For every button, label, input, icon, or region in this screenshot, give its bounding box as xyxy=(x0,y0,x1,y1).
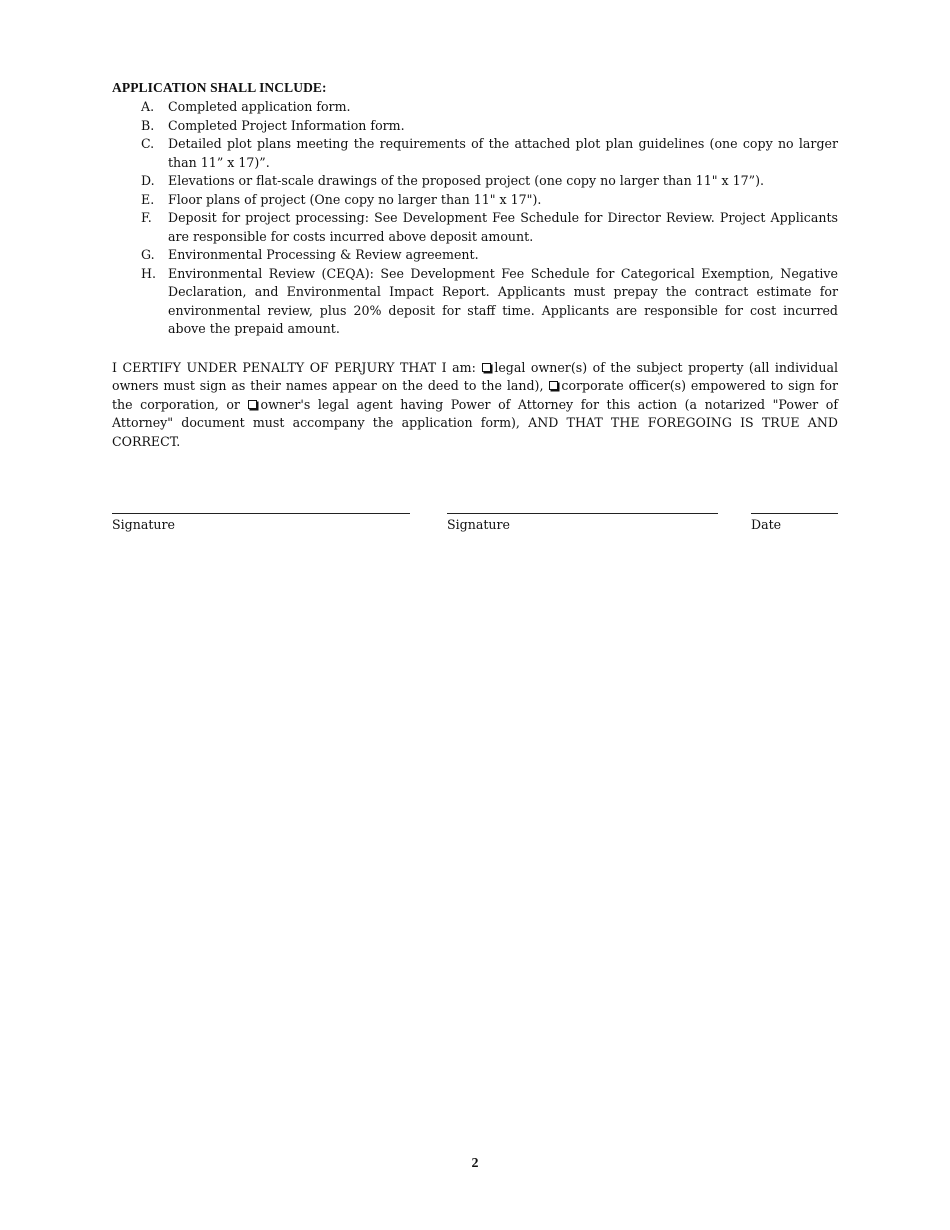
corporate-officer-checkbox[interactable] xyxy=(549,381,558,390)
list-item-text: Environmental Review (CEQA): See Development Fee Schedule for Categorical Exemption, Negative Declaration, and Environmental Impact Report. Applicants must prepay the contract estimate for environmental review, plus 20% deposit for staff time. Applicants are responsible for cost incurred above the prepaid amount. xyxy=(168,265,838,336)
legal-agent-option-text: owner's legal agent having Power of Attorney for this action (a notarized "Power of Attorney" document must accompany the application form), AND THAT THE FOREGOING IS TRUE AND CORRECT. xyxy=(112,396,838,449)
document-body xyxy=(112,79,838,464)
signature-line-2[interactable] xyxy=(447,497,718,514)
list-item-text: Deposit for project processing: See Development Fee Schedule for Director Review. Project Applicants are responsible for costs incurred above deposit amount. xyxy=(168,210,838,244)
date-label: Date xyxy=(751,517,782,532)
list-item-letter: B. xyxy=(141,117,155,133)
list-item-text: Elevations or flat-scale drawings of the proposed project (one copy no larger than 11" x 17”). xyxy=(168,173,764,188)
list-item-text: Floor plans of project (One copy no larger than 11" x 17"). xyxy=(168,191,542,207)
signature-label-1: Signature xyxy=(112,517,175,532)
signature-label-2: Signature xyxy=(447,517,510,532)
requirements-list xyxy=(112,98,838,339)
list-item-letter: F. xyxy=(141,210,152,225)
list-item-letter: C. xyxy=(141,136,155,151)
list-item-letter: A. xyxy=(141,99,155,114)
list-item-letter: H. xyxy=(141,265,156,281)
list-item xyxy=(112,117,838,136)
legal-owner-checkbox[interactable] xyxy=(482,363,491,372)
list-item-letter: G. xyxy=(141,247,155,262)
certification-statement xyxy=(112,359,838,452)
section-heading: APPLICATION SHALL INCLUDE: xyxy=(112,80,327,95)
certification-intro: I CERTIFY UNDER PENALTY OF PERJURY THAT I am: xyxy=(112,359,482,375)
list-item-letter: E. xyxy=(141,191,155,207)
list-item-text: Environmental Processing & Review agreement. xyxy=(168,247,479,262)
list-item xyxy=(112,246,838,265)
signature-section xyxy=(112,497,838,537)
list-item-text: Detailed plot plans meeting the requirements of the attached plot plan guidelines (one copy no larger than 11” x 17)”. xyxy=(168,136,838,170)
signature-line-1[interactable] xyxy=(112,497,410,514)
legal-agent-checkbox[interactable] xyxy=(248,400,257,409)
page-number: 2 xyxy=(471,1156,479,1171)
list-item-letter: D. xyxy=(141,173,155,188)
legal-owner-option-text: legal owner(s) of the subject property (all individual owners must sign as their names appear on the deed to the land), xyxy=(112,359,838,393)
date-line[interactable] xyxy=(751,497,838,514)
list-item xyxy=(112,265,838,339)
list-item-text: Completed Project Information form. xyxy=(168,117,405,133)
signature-field-1 xyxy=(112,497,410,533)
list-item xyxy=(112,209,838,246)
list-item-text: Completed application form. xyxy=(168,99,351,114)
list-item xyxy=(112,191,838,210)
list-item xyxy=(112,172,838,191)
list-item xyxy=(112,135,838,172)
corporate-officer-option-text: corporate officer(s) empowered to sign for the corporation, or xyxy=(112,378,839,412)
list-item xyxy=(112,98,838,117)
date-field xyxy=(751,497,838,533)
signature-field-2 xyxy=(447,497,718,533)
